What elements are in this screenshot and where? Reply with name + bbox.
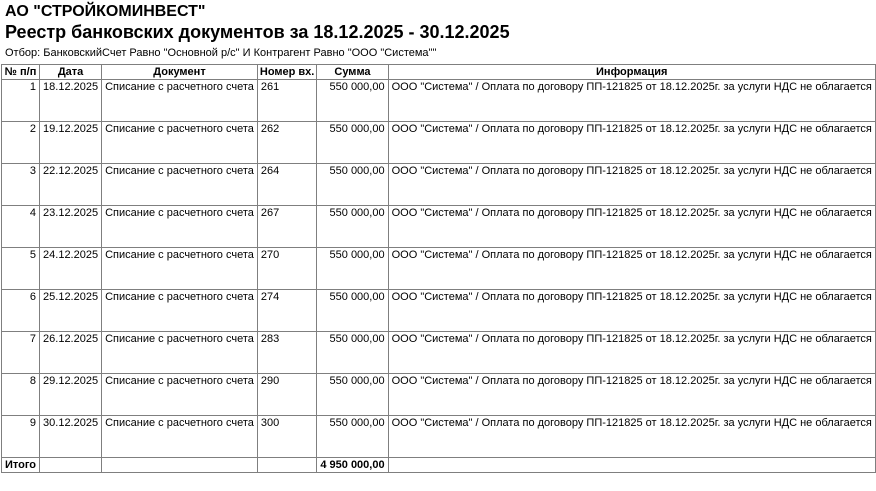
- table-row[interactable]: [2, 416, 876, 458]
- row-number-cell: 4: [2, 206, 40, 248]
- information-cell: ООО "Система" / Оплата по договору ПП-121825 от 18.12.2025г. за услуги НДС не облагается: [388, 374, 875, 416]
- information-cell: ООО "Система" / Оплата по договору ПП-121825 от 18.12.2025г. за услуги НДС не облагается: [388, 206, 875, 248]
- incoming-number-cell: 290: [257, 374, 316, 416]
- date-cell: 22.12.2025: [40, 164, 102, 206]
- row-number-cell: 3: [2, 164, 40, 206]
- document-cell: Списание с расчетного счета: [102, 248, 258, 290]
- row-number-cell: 7: [2, 332, 40, 374]
- total-sum: 4 950 000,00: [317, 458, 388, 473]
- sum-cell: 550 000,00: [317, 164, 388, 206]
- sum-cell: 550 000,00: [317, 122, 388, 164]
- document-cell: Списание с расчетного счета: [102, 416, 258, 458]
- total-empty-cell: [257, 458, 316, 473]
- incoming-number-cell: 283: [257, 332, 316, 374]
- total-empty-cell: [388, 458, 875, 473]
- table-row[interactable]: [2, 332, 876, 374]
- total-empty-cell: [40, 458, 102, 473]
- column-header-information[interactable]: Информация: [388, 65, 875, 80]
- table-row[interactable]: [2, 80, 876, 122]
- row-number-cell: 1: [2, 80, 40, 122]
- document-cell: Списание с расчетного счета: [102, 332, 258, 374]
- total-label: Итого: [2, 458, 40, 473]
- incoming-number-cell: 274: [257, 290, 316, 332]
- date-cell: 19.12.2025: [40, 122, 102, 164]
- incoming-number-cell: 262: [257, 122, 316, 164]
- incoming-number-cell: 264: [257, 164, 316, 206]
- column-header-sum[interactable]: Сумма: [317, 65, 388, 80]
- sum-cell: 550 000,00: [317, 332, 388, 374]
- report-title: Реестр банковских документов за 18.12.2025 - 30.12.2025: [5, 22, 510, 42]
- row-number-cell: 6: [2, 290, 40, 332]
- table-row[interactable]: [2, 248, 876, 290]
- total-empty-cell: [102, 458, 258, 473]
- incoming-number-cell: 270: [257, 248, 316, 290]
- information-cell: ООО "Система" / Оплата по договору ПП-121825 от 18.12.2025г. за услуги НДС не облагается: [388, 80, 875, 122]
- date-cell: 29.12.2025: [40, 374, 102, 416]
- document-cell: Списание с расчетного счета: [102, 374, 258, 416]
- table-row[interactable]: [2, 206, 876, 248]
- filter-line: Отбор: БанковскийСчет Равно "Основной р/с" И Контрагент Равно "ООО "Система"": [5, 47, 437, 59]
- register-table: [1, 64, 876, 473]
- information-cell: ООО "Система" / Оплата по договору ПП-121825 от 18.12.2025г. за услуги НДС не облагается: [388, 122, 875, 164]
- information-cell: ООО "Система" / Оплата по договору ПП-121825 от 18.12.2025г. за услуги НДС не облагается: [388, 290, 875, 332]
- information-cell: ООО "Система" / Оплата по договору ПП-121825 от 18.12.2025г. за услуги НДС не облагается: [388, 248, 875, 290]
- sum-cell: 550 000,00: [317, 80, 388, 122]
- column-header-number[interactable]: № п/п: [2, 65, 40, 80]
- table-row[interactable]: [2, 290, 876, 332]
- organization-name: АО "СТРОЙКОМИНВЕСТ": [5, 3, 206, 20]
- column-header-date[interactable]: Дата: [40, 65, 102, 80]
- document-cell: Списание с расчетного счета: [102, 206, 258, 248]
- column-header-incoming-number[interactable]: Номер вх.: [257, 65, 316, 80]
- information-cell: ООО "Система" / Оплата по договору ПП-121825 от 18.12.2025г. за услуги НДС не облагается: [388, 164, 875, 206]
- date-cell: 24.12.2025: [40, 248, 102, 290]
- document-cell: Списание с расчетного счета: [102, 80, 258, 122]
- sum-cell: 550 000,00: [317, 374, 388, 416]
- incoming-number-cell: 267: [257, 206, 316, 248]
- table-row[interactable]: [2, 122, 876, 164]
- date-cell: 18.12.2025: [40, 80, 102, 122]
- row-number-cell: 9: [2, 416, 40, 458]
- date-cell: 25.12.2025: [40, 290, 102, 332]
- row-number-cell: 2: [2, 122, 40, 164]
- information-cell: ООО "Система" / Оплата по договору ПП-121825 от 18.12.2025г. за услуги НДС не облагается: [388, 416, 875, 458]
- date-cell: 23.12.2025: [40, 206, 102, 248]
- date-cell: 26.12.2025: [40, 332, 102, 374]
- sum-cell: 550 000,00: [317, 206, 388, 248]
- total-row: [2, 458, 876, 473]
- document-cell: Списание с расчетного счета: [102, 290, 258, 332]
- incoming-number-cell: 300: [257, 416, 316, 458]
- table-row[interactable]: [2, 164, 876, 206]
- document-cell: Списание с расчетного счета: [102, 122, 258, 164]
- sum-cell: 550 000,00: [317, 290, 388, 332]
- row-number-cell: 8: [2, 374, 40, 416]
- incoming-number-cell: 261: [257, 80, 316, 122]
- sum-cell: 550 000,00: [317, 416, 388, 458]
- date-cell: 30.12.2025: [40, 416, 102, 458]
- information-cell: ООО "Система" / Оплата по договору ПП-121825 от 18.12.2025г. за услуги НДС не облагается: [388, 332, 875, 374]
- sum-cell: 550 000,00: [317, 248, 388, 290]
- table-header-row: [2, 65, 876, 80]
- row-number-cell: 5: [2, 248, 40, 290]
- table-row[interactable]: [2, 374, 876, 416]
- column-header-document[interactable]: Документ: [102, 65, 258, 80]
- document-cell: Списание с расчетного счета: [102, 164, 258, 206]
